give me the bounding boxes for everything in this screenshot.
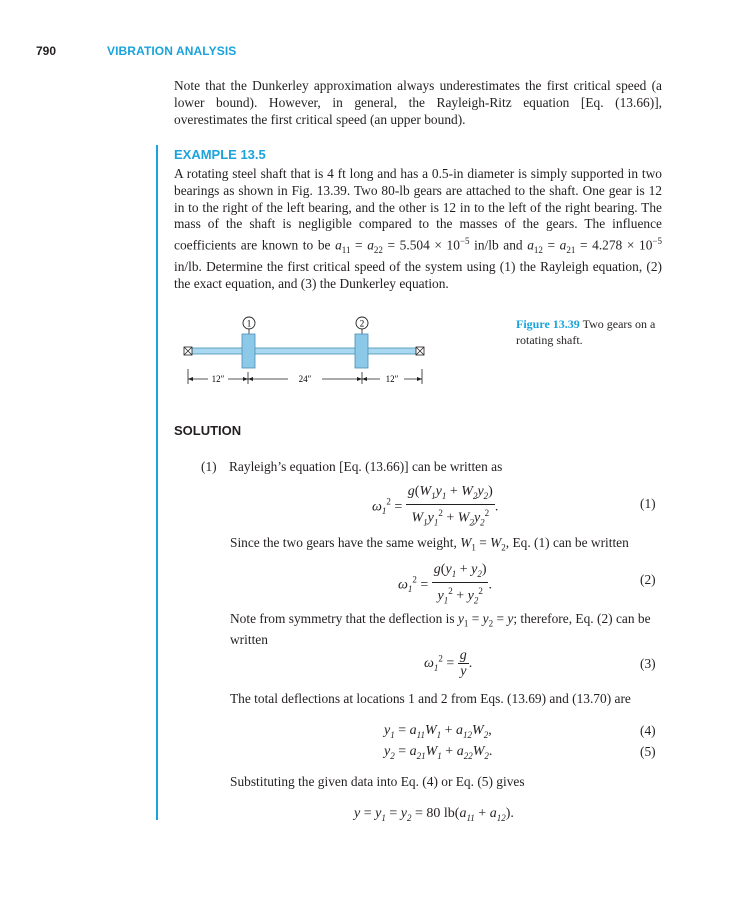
gear-1-label: 1 [246, 318, 252, 329]
shaft-figure [176, 312, 436, 398]
gear-2 [355, 334, 368, 368]
section-title: VIBRATION ANALYSIS [107, 44, 237, 58]
coef-exp-2: −5 [652, 236, 662, 247]
item-1-text: Rayleigh’s equation [Eq. (13.66)] can be written as [229, 459, 503, 474]
item-1-number: (1) [201, 459, 217, 474]
shaft [190, 348, 420, 354]
text-5: Substituting the given data into Eq. (4) or Eq. (5) gives [230, 774, 525, 789]
figure-label: Figure 13.39 [516, 317, 580, 331]
intro-paragraph: Note that the Dunkerley approximation always underestimates the first critical speed (a lower bound). However, in general, the Rayleigh-Ritz equation [Eq. (13.66)], overestimates the first critical speed (an upper bound). [174, 78, 662, 127]
solution-heading: SOLUTION [174, 423, 242, 438]
coef-exp-1: −5 [459, 236, 470, 247]
equation-2: $\omega_1^2$ = $\frac{g(y_1 + y_2)}{y_1^2 + y_2^2}$ . [398, 562, 492, 606]
final-lb: 80 lb [426, 806, 455, 821]
text-2-b: , Eq. (1) can be written [505, 535, 629, 550]
dim-left-label: 12″ [211, 374, 225, 384]
example-sidebar-rule [156, 145, 158, 820]
example-text-part2: Determine the first critical speed of the system using (1) the Rayleigh equation, (2) the exact equation, and (3) the Dunkerley equation. [174, 259, 662, 291]
equation-5: $y_2 = a_{21}W_1 + a_{22}W_2$. [384, 744, 493, 761]
example-title: EXAMPLE 13.5 [174, 147, 266, 162]
right-bearing [416, 347, 424, 355]
figure-caption [516, 316, 666, 348]
equation-6: $y = y_1 = y_2 = 80$ $lb(a_{11} + a_{12})$. [354, 806, 514, 823]
example-text: A rotating steel shaft that is 4 ft long and has a 0.5-in diameter is simply supported in two bearings as shown in Fig. 13.39. Two 80-lb gears are attached to the shaft. One gear is 12 in to the right of the left bearing, and the other is 12 in to the left of the right bearing. The mass of the shaft is negligible compared to the masses of the gears. The influence coefficients are known to be $a_{11} = a_{22} = 5.504 \times 10^{-5}$ in/lb and $a_{12} = a_{21} = 4.278 \times 10^{-5}$ in/lb. Determine the first critical speed of the system using (1) the Rayleigh equation, (2) the exact equation, and (3) the Dunkerley equation. [174, 166, 662, 291]
eq-2-number: (2) [640, 572, 656, 587]
figure-caption-text: Two gears on a rotating shaft. [516, 317, 656, 347]
solution-item-1 [201, 459, 503, 475]
left-bearing [184, 347, 192, 355]
dim-right-label: 12″ [385, 374, 399, 384]
page-number: 790 [36, 44, 57, 58]
equation-3: $\omega_1^2$ = $\frac{g}{y}$ . [424, 648, 473, 679]
coef-unit-2: in/lb. [174, 259, 202, 275]
text-2-a: Since the two gears have the same weight, [230, 535, 457, 550]
example-text-part1: A rotating steel shaft that is 4 ft long and has a 0.5-in diameter is simply supported in two bearings as shown in Fig. 13.39. Two 80-lb gears are attached to the shaft. One gear is 12 in to the right of the left bearing, and the other is 12 in to the left of the right bearing. The mass of the shaft is negligible compared to the masses of the gears. The influence coefficients are known to be [174, 166, 662, 253]
text-3-a: Note from symmetry that the deflection is [230, 611, 455, 626]
eq-3-number: (3) [640, 656, 656, 671]
gear-2-callout [356, 317, 368, 334]
coef-unit-1: in/lb and [469, 237, 523, 253]
text-3: Note from symmetry that the deflection is $y_1 = y_2 = y$; therefore, Eq. (2) can be written [230, 611, 651, 648]
equation-4: $y_1 = a_{11}W_1 + a_{12}W_2$, [384, 723, 492, 740]
gear-1 [242, 334, 255, 368]
eq-1-number: (1) [640, 496, 656, 511]
coef-value-1: 5.504 × 10 [399, 237, 460, 253]
text-2: Since the two gears have the same weight, $W_1 = W_2$, Eq. (1) can be written [230, 535, 629, 553]
eq-5-number: (5) [640, 744, 656, 759]
eq-4-number: (4) [640, 723, 656, 738]
equation-1: $\omega_1^2$ = $\frac{g(W_1y_1 + W_2y_2)}{W_1y_1^2 + W_2y_2^2}$ . [372, 484, 499, 528]
text-3-b: ; therefore, Eq. (2) can be written [230, 611, 651, 648]
gear-2-label: 2 [359, 318, 365, 329]
gear-1-callout [243, 317, 255, 334]
text-4: The total deflections at locations 1 and 2 from Eqs. (13.69) and (13.70) are [230, 691, 631, 706]
dim-middle-label: 24″ [298, 374, 312, 384]
coef-value-2: 4.278 × 10 [592, 237, 653, 253]
